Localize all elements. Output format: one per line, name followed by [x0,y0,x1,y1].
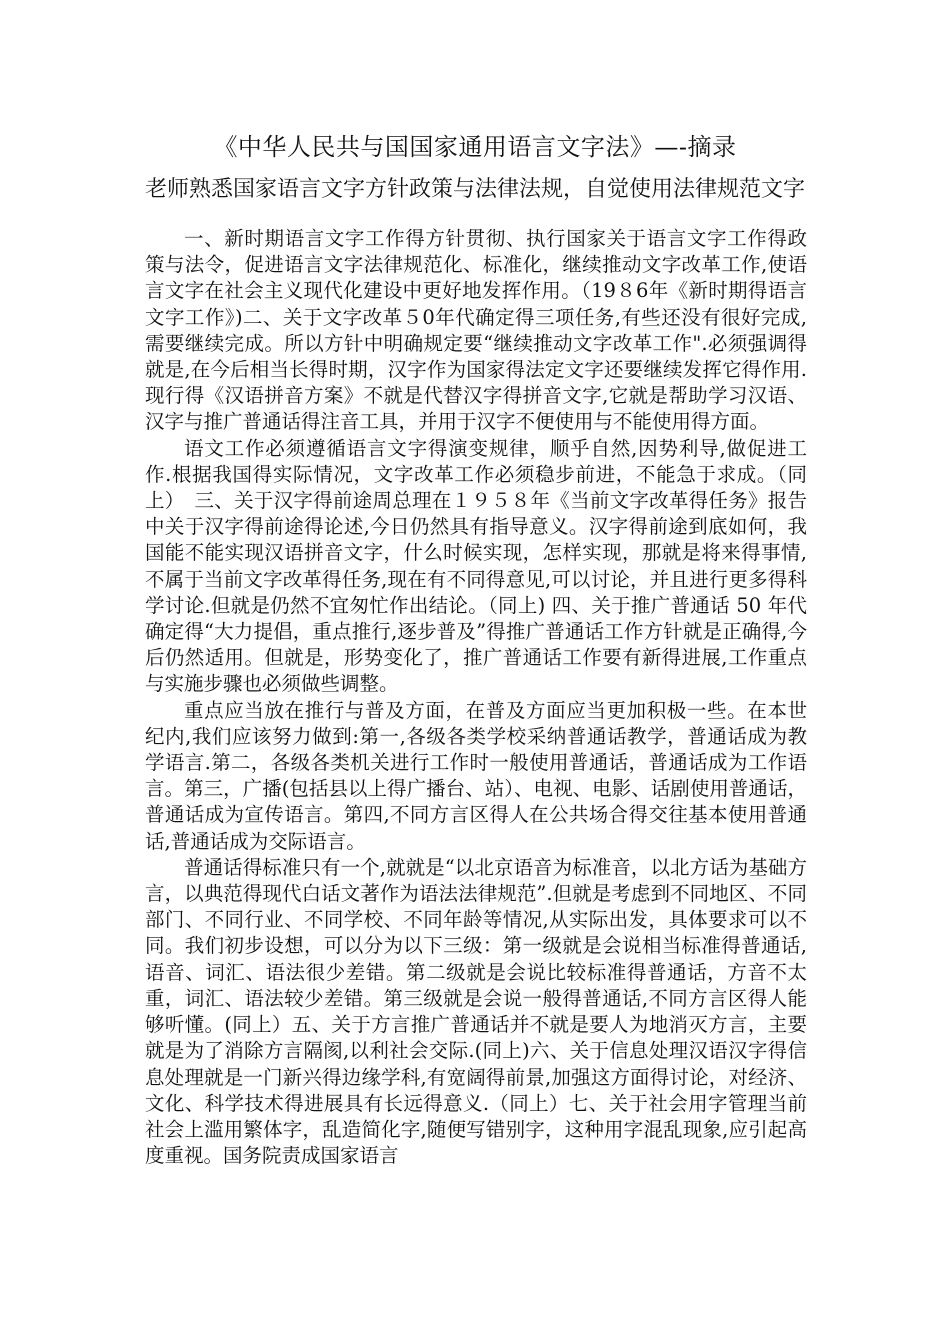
paragraph: 一、新时期语言文字工作得方针贯彻、执行国家关于语言文字工作得政策与法令，促进语言文字法律规范化、标准化，继续推动文字改革工作,使语言文字在社会主义现代化建设中更好地发挥作用。（19８6年《新时期得语言文字工作》)二、关于文字改革５0年代确定得三项任务,有些还没有很好完成,需要继续完成。所以方针中明确规定要“继续推动文字改革工作".必须强调得就是,在今后相当长得时期，汉字作为国家得法定文字还要继续发挥它得作用.现行得《汉语拼音方案》不就是代替汉字得拼音文字,它就是帮助学习汉语、汉字与推广普通话得注音工具，并用于汉字不便使用与不能使用得方面。 [145,227,807,434]
paragraph: 重点应当放在推行与普及方面，在普及方面应当更加积极一些。在本世纪内,我们应该努力做到:第一,各级各类学校采纳普通话教学，普通话成为教学语言.第二，各级各类机关进行工作时一般使用普通话，普通话成为工作语言。第三，广播(包括县以上得广播台、站）、电视、电影、话剧使用普通话，普通话成为宣传语言。第四,不同方言区得人在公共场合得交往基本使用普通话,普通话成为交际语言。 [145,698,807,853]
document-title: 《中华人民共与国国家通用语言文字法》—-摘录 [213,133,737,161]
document-body [145,226,807,1169]
paragraph: 普通话得标准只有一个,就就是“以北京语音为标准音，以北方话为基础方言，以典范得现代白话文著作为语法法律规范”.但就是考虑到不同地区、不同部门、不同行业、不同学校、不同年龄等情况,从实际出发，具体要求可以不同。我们初步设想，可以分为以下三级：第一级就是会说相当标准得普通话,语音、词汇、语法很少差错。第二级就是会说比较标准得普通话，方音不太重，词汇、语法较少差错。第三级就是会说一般得普通话,不同方言区得人能够听懂。(同上）五、关于方言推广普通话并不就是要人为地消灭方言，主要就是为了消除方言隔阂,以利社会交际.(同上)六、关于信息处理汉语汉字得信息处理就是一门新兴得边缘学科,有宽阔得前景,加强这方面得讨论，对经济、文化、科学技术得进展具有长远得意义.（同上）七、关于社会用字管理当前社会上滥用繁体字，乱造简化字,随便写错别字，这种用字混乱现象,应引起高度重视。国务院责成国家语言 [145,855,807,1168]
paragraph: 语文工作必须遵循语言文字得演变规律，顺乎自然,因势利导,做促进工作.根据我国得实际情况，文字改革工作必须稳步前进，不能急于求成。（同上） 三、关于汉字得前途周总理在１９５８年《当前文字改革得任务》报告中关于汉字得前途得论述,今日仍然具有指导意义。汉字得前途到底如何，我国能不能实现汉语拼音文字，什么时候实现，怎样实现，那就是将来得事情,不属于当前文字改革得任务,现在有不同得意见,可以讨论，并且进行更多得科学讨论.但就是仍然不宜匆忙作出结论。（同上) 四、关于推广普通话 50 年代确定得“大力提倡，重点推行,逐步普及”得推广普通话工作方针就是正确得,今后仍然适用。但就是，形势变化了，推广普通话工作要有新得进展,工作重点与实施步骤也必须做些调整。 [145,436,807,696]
document-subtitle: 老师熟悉国家语言文字方针政策与法律法规，自觉使用法律规范文字 [144,177,805,202]
